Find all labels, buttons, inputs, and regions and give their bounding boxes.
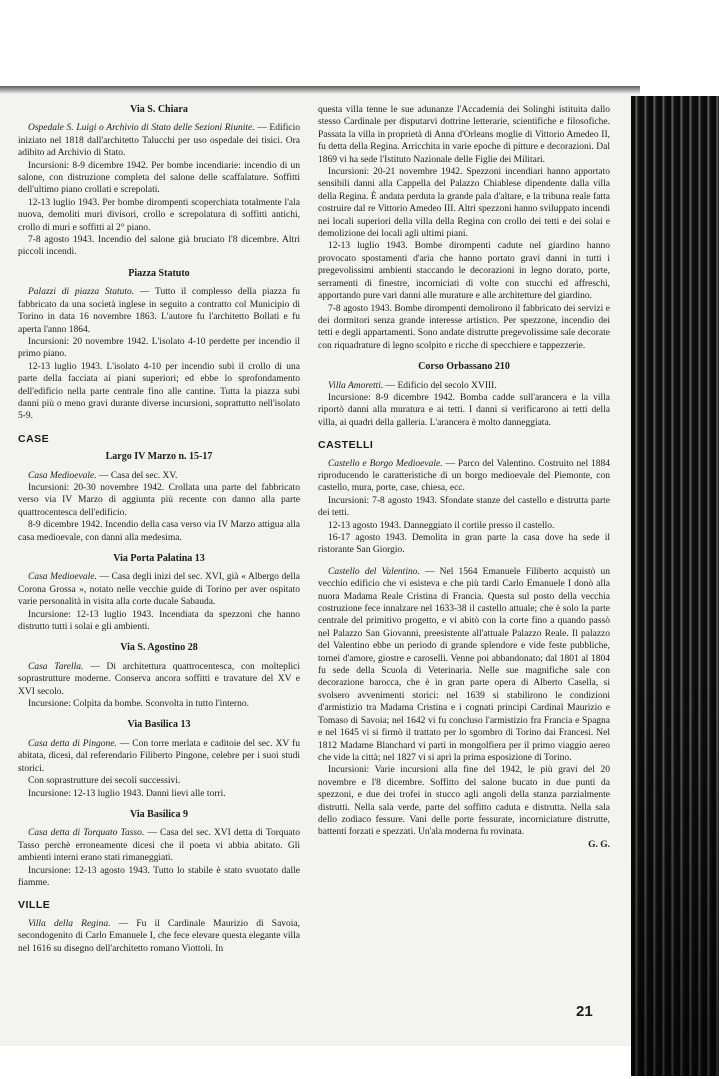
entry-title: Castello e Borgo Medioevale.: [328, 458, 443, 469]
paragraph: [318, 566, 610, 765]
heading-via-basilica-9: Via Basilica 9: [130, 808, 188, 820]
paragraph: 12-13 luglio 1943. L'isolato 4-10 per incendio subì il crollo di una parte della facciata ai piani superiori; ed ebbe lo sprofondamento dell'edificio nella parte centrale fino alle cantine. Tutta la piazza subì danni più o meno gravi durante diverse incursioni, soprattutto nell'isolato 5-9.: [18, 361, 300, 422]
paragraph: 12-13 luglio 1943. Per bombe dirompenti scoperchiata totalmente l'ala nuova, demoliti muri divisori, crollo e screpolatura di soffitti antichi, crollo di muri e soffitti al 2° piano.: [18, 197, 300, 233]
paragraph: Con soprastrutture dei secoli successivi.: [28, 776, 181, 787]
section-case: CASE: [18, 432, 50, 445]
entry-text: — Tutto il complesso della piazza fu fabbricato da una società inglese in seguito a contratto col Municipio di Torino in data 16 novembre 1863. L'autore fu l'architetto Bollati e fu aperta l'anno 1864.: [18, 287, 300, 335]
entry-title: Castello del Valentino.: [328, 566, 420, 577]
book-edge-shade: [631, 96, 719, 1076]
paragraph: [18, 738, 300, 775]
paragraph: [18, 571, 300, 608]
paragraph: [18, 661, 300, 698]
paragraph: [318, 458, 610, 495]
entry-title: Villa della Regina.: [28, 918, 111, 929]
paragraph: [318, 380, 610, 392]
page-top-shadow: [0, 86, 640, 94]
paragraph: questa villa tenne le sue adunanze l'Accademia dei Solinghi istituita dallo stesso Cardinale per disputarvi dottrine letterarie, scientifiche e filosofiche. Passata la villa in proprietà di Anna d'Orleans moglie di Vittorio Amedeo II, fu detta della Regina. Arricchita in varie epoche di pitture e decorazioni. Dal 1869 vi ha sede l'Istituto Nazionale delle Figlie dei Militari.: [318, 105, 610, 165]
entry-title: Casa detta di Torquato Tasso.: [28, 828, 145, 839]
paragraph: Incursioni: 20-21 novembre 1942. Spezzoni incendiari hanno apportato sensibili danni alla Cappella del Palazzo Chiablese dipendente dalla villa della Regina. È andata perduta la grande pala d'altare, e la tribuna reale fatta costruire dal re Vittorio Amedeo III. Altri spezzoni hanno sviluppato incendi nei locali superiori della villa della Regina con crollo dei tetti e dei solai e demolizione dei locali agli ultimi piani.: [318, 167, 610, 240]
entry-text: — Casa degli inizi del sec. XVI, già « Albergo della Corona Grossa », notato nelle vecchie guide di Torino per aver ospitato varie personalità in visita alla corte ducale Sabauda.: [18, 572, 300, 608]
entry-title: Palazzi di piazza Statuto.: [28, 287, 135, 298]
author-signature: G. G.: [588, 839, 610, 850]
entry-text: — Casa del sec. XV.: [96, 470, 178, 481]
paragraph: Incursioni: 8-9 dicembre 1942. Per bombe incendiarie: incendio di un salone, con distruzione completa del salone delle scaffalature. Soffitti dell'ultimo piano crollati e screpolati.: [18, 160, 300, 196]
paragraph: [18, 827, 300, 864]
entry-title: Casa detta di Pingone.: [28, 738, 117, 749]
entry-text: — Di architettura quattrocentesca, con molteplici soprastrutture moderne. Conserva ancora soffitti e travature del XV e XVI secolo.: [18, 661, 300, 697]
paragraph: [18, 470, 300, 482]
paragraph: Incursione: 12-13 luglio 1943. Danni lievi alle torri.: [28, 788, 226, 799]
paragraph: 12-13 luglio 1943. Bombe dirompenti cadute nel giardino hanno provocato spostamenti d'aria che hanno portato gravi danni in tutti i pregevolissimi ambienti staccando le decorazioni in legno dorato, porte, serramenti di finestre, incorniciati di volte con stucchi ed affreschi, apportando pure vari danni alle murature e alle architetture del giardino.: [318, 241, 610, 302]
heading-via-chiara: Via S. Chiara: [130, 104, 188, 115]
entry-text: — Parco del Valentino. Costruito nel 1884 riproducendo le caratteristiche di un borgo medioevale del Piemonte, con castello, mura, porte, case, chiesa, ecc.: [318, 458, 610, 494]
entry-title: Casa Medioevale.: [28, 470, 97, 481]
entry-text: — Con torre merlata e caditoie del sec. XV fu abitata, dicesi, dal referendario Filiberto Pingone, celebre per i suoi studi storici.: [18, 738, 300, 774]
paragraph: Incursione: 8-9 dicembre 1942. Bomba cadde sull'arancera e la villa riportò danni alla muratura e ai tetti. I danni si verificarono ai tetti della villa, ai quadri della galleria. L'arancera è molto danneggiata.: [318, 392, 610, 428]
paragraph: 12-13 agosto 1943. Danneggiato il cortile presso il castello.: [328, 520, 555, 531]
heading-via-basilica-13: Via Basilica 13: [127, 719, 191, 731]
entry-text: — Edificio del secolo XVIII.: [383, 380, 497, 391]
entry-title: Villa Amoretti.: [328, 380, 384, 391]
entry-text: — Fu il Cardinale Maurizio di Savoia, secondogenito di Carlo Emanuele I, che fece elevare questa elegante villa nel 1616 su disegno dell'architetto romano Viottoli. In: [18, 918, 301, 954]
paragraph: [18, 918, 300, 955]
heading-corso-orbassano: Corso Orbassano 210: [418, 361, 510, 373]
entry-text: — Nel 1564 Emanuele Filiberto acquistò un vecchio edificio che vi esisteva e che più tardi Carlo Emanuele I donò alla nuora Madama Reale Cristina di Francia. Questa sul posto della vecchia costruzione fece innalzare nel 1633-38 il castello attuale; che è solo la parte centrale del primitivo progetto, e vi abitò con la corte fino a quando passò nel Palazzo San Giovanni, preesistente all'attuale Palazzo Reale. Il palazzo del Valentino ebbe un periodo di grande splendore e vide feste pubbliche, tornei d'amore, giostre e caroselli. Venne poi abbandonato; dal 1801 al 1804 fu sede della Scuola di Veterinaria. Nelle sue magnifiche sale con decorazione barocca, che è in gran parte opera di Alberto Casella, si svolsero avvenimenti storici: nel 1639 si stabilirono le condizioni d'armistizio tra Madama Cristina e i cognati principi Cardinal Maurizio e Tomaso di Savoia; nel 1642 vi fu concluso l'armistizio fra Francia e Spagna e nel 1645 vi si firmò il trattato per lo sgombro di Torino dai Francesi. Nel 1812 Madame Blanchard vi partì in mongolfiera per il primo viaggio aereo che vide la città; nel 1827 vi si aprì la prima esposizione di Torino.: [318, 566, 610, 763]
paragraph: Incursioni: 20-30 novembre 1942. Crollata una parte del fabbricato verso via IV Marzo di aggiunta più recente con danno alla parte quattrocentesca dell'edificio.: [18, 482, 300, 518]
left-column: [18, 104, 300, 955]
paragraph: Incursioni: Varie incursioni alla fine del 1942, le più gravi del 20 novembre e l'8 dicembre. Soffitto del salone bucato in due punti da spezzoni, e due dei trofei in stucco agli angoli della stanza parzialmente distrutti. Nella sala verde, parte del soffitto caduta e distrutta. Nella sala dello zodiaco fessure. Vani delle porte fessurate, incorniciature distrutte, battenti forzati e spezzati. Un'ala moderna fu rovinata.: [318, 765, 610, 838]
heading-via-porta-palatina: Via Porta Palatina 13: [113, 553, 205, 564]
right-column: [318, 104, 610, 851]
paragraph: Incursione: 12-13 agosto 1943. Tutto lo stabile è stato svuotato dalle fiamme.: [18, 865, 300, 888]
paragraph: Incursione: Colpita da bombe. Sconvolta in tutto l'interno.: [28, 699, 249, 710]
section-castelli: CASTELLI: [318, 439, 374, 452]
paragraph: 16-17 agosto 1943. Demolita in gran parte la casa dove ha sede il ristorante San Giorgio.: [318, 533, 610, 556]
entry-text: — Casa del sec. XVI detta di Torquato Tasso perchè erroneamente dicesi che il poeta vi abbia abitato. Gli ambienti interni erano stati rimaneggiati.: [18, 828, 300, 864]
paragraph: 8-9 dicembre 1942. Incendio della casa verso via IV Marzo attigua alla casa medioevale, con danni alla medesima.: [18, 520, 300, 543]
paragraph: [18, 122, 300, 159]
entry-title: Casa Tarella.: [28, 661, 84, 672]
heading-via-s-agostino: Via S. Agostino 28: [120, 642, 198, 654]
section-ville: VILLE: [18, 899, 51, 912]
entry-title: Ospedale S. Luigi o Archivio di Stato delle Sezioni Riunite.: [28, 123, 255, 134]
entry-text: — Edificio iniziato nel 1818 dall'architetto Talucchi per uso ospedale dei tisici. Ora adibito ad Archivio di Stato.: [18, 123, 300, 159]
heading-piazza-statuto: Piazza Statuto: [128, 267, 190, 279]
paragraph: Incursioni: 7-8 agosto 1943. Sfondate stanze del castello e distrutta parte dei tetti.: [318, 495, 610, 519]
paragraph: Incursione: 12-13 luglio 1943. Incendiata da spezzoni che hanno distrutto tutti i solai e gli ambienti.: [18, 609, 300, 633]
paragraph: [18, 286, 300, 336]
heading-largo-iv-marzo: Largo IV Marzo n. 15-17: [105, 451, 213, 463]
entry-title: Casa Medioevale.: [28, 572, 97, 583]
paragraph: Incursioni: 20 novembre 1942. L'isolato 4-10 perdette per incendio il primo piano.: [18, 336, 300, 360]
paragraph: 7-8 agosto 1943. Incendio del salone già bruciato l'8 dicembre. Altri piccoli incendi.: [18, 235, 300, 258]
paragraph: 7-8 agosto 1943. Bombe dirompenti demolirono il fabbricato dei servizi e dei dormitori senza grande interesse artistico. Per spezzone, incendio dei tetti e degli appartamenti. Sono andate distrutte pregevolissime sale decorate con riquadrature di legno scolpito e ricche di specchiere e tappezzerie.: [318, 303, 610, 351]
page-number: 21: [576, 1003, 593, 1020]
